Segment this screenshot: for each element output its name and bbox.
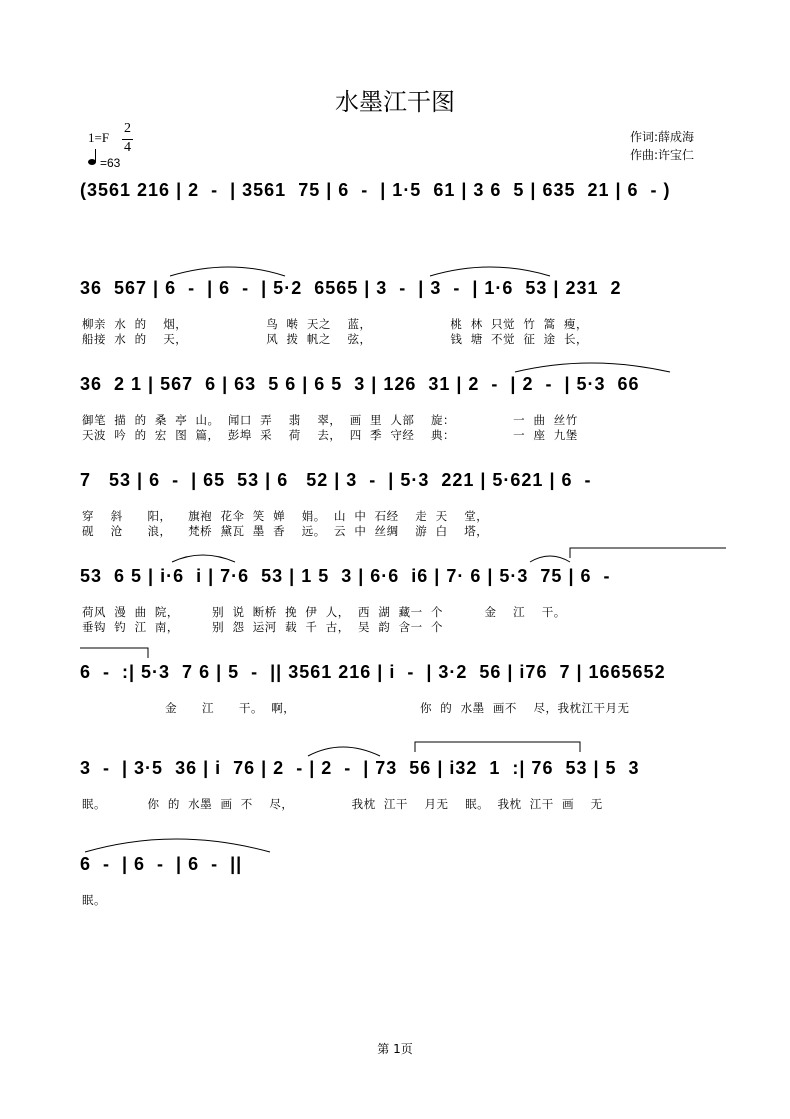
lyric-verse-1: 御笔 描 的 桑 亭 山。 闻口 弄 翡 翠， 画 里 人部 旋： 一 曲 丝竹 xyxy=(82,413,578,427)
notation-line: 3 - | 3·5 36 | i 76 | 2 - | 2 - | 73 56 | i32 1 :| 76 53 | 5 3 xyxy=(80,758,640,778)
notation-line: 6 - | 6 - | 6 - || xyxy=(80,854,243,874)
notation-line: 36 2 1 | 567 6 | 63 5 6 | 6 5 3 | 126 31 | 2 - | 2 - | 5·3 66 xyxy=(80,374,640,394)
volta-marks xyxy=(80,644,728,664)
tempo-marking: =63 xyxy=(100,156,121,170)
lyric-verse-1: 眠。 你 的 水墨 画 不 尽， 我枕 江干 月无 眠。 我枕 江干 画 无 xyxy=(82,797,603,811)
lyricist-credit: 作词:薛成海 xyxy=(630,130,695,144)
composer-credit: 作曲:许宝仁 xyxy=(630,148,695,162)
lyric-verse-1: 柳亲 水 的 烟， 鸟 啭 天之 蓝， 桃 林 只觉 竹 篙 瘦， xyxy=(82,317,588,331)
notation-line: (3561 216 | 2 - | 3561 75 | 6 - | 1·5 61 | 3 6 5 | 635 21 | 6 - ) xyxy=(80,180,671,200)
notation-line: 36 567 | 6 - | 6 - | 5·2 6565 | 3 - | 3 - | 1·6 53 | 231 2 xyxy=(80,278,622,298)
quarter-note-icon xyxy=(88,148,98,170)
lyric-verse-1: 眠。 xyxy=(82,893,106,907)
meter-numerator: 2 xyxy=(124,121,131,136)
notation-line: 53 6 5 | i·6 i | 7·6 53 | 1 5 3 | 6·6 i6 | 7· 6 | 5·3 75 | 6 - xyxy=(80,566,611,586)
key-signature: 1=F xyxy=(88,130,110,145)
song-title: 水墨江干图 xyxy=(335,88,455,116)
slur-and-volta-marks xyxy=(80,738,728,760)
lyric-verse-2: 船接 水 的 天， 风 拨 帆之 弦， 钱 塘 不觉 征 途 长， xyxy=(82,332,588,346)
notation-line: 6 - :| 5·3 7 6 | 5 - || 3561 216 | i - | 3·2 56 | i76 7 | 1665652 xyxy=(80,662,666,682)
slur-marks xyxy=(80,834,728,856)
lyric-verse-1: 荷风 漫 曲 院， 别 说 断桥 挽 伊 人， 西 湖 藏一 个 金 江 干。 xyxy=(82,605,566,619)
notation-line: 7 53 | 6 - | 65 53 | 6 52 | 3 - | 5·3 221 | 5·621 | 6 - xyxy=(80,470,592,490)
lyric-verse-2: 天波 吟 的 宏 图 篇， 彭埠 采 荷 去， 四 季 守经 典： 一 座 九堡 xyxy=(82,428,578,442)
lyric-verse-1: 金 江 干。 啊， 你 的 水墨 画不 尽，我枕江干月无 xyxy=(82,701,630,715)
lyric-verse-2: 砚 沧 浪， 梵桥 黛瓦 墨 香 远。 云 中 丝绸 游 白 塔， xyxy=(82,524,489,538)
lyric-verse-1: 穿 斜 阳， 旗袍 花伞 笑 婵 娟。 山 中 石经 走 天 堂， xyxy=(82,509,489,523)
meter-denominator: 4 xyxy=(124,140,131,155)
lyric-verse-2: 垂钩 钓 江 南， 别 怨 运河 载 千 古， 吴 韵 含一 个 xyxy=(82,620,443,634)
page-number: 第 1页 xyxy=(377,1042,413,1056)
